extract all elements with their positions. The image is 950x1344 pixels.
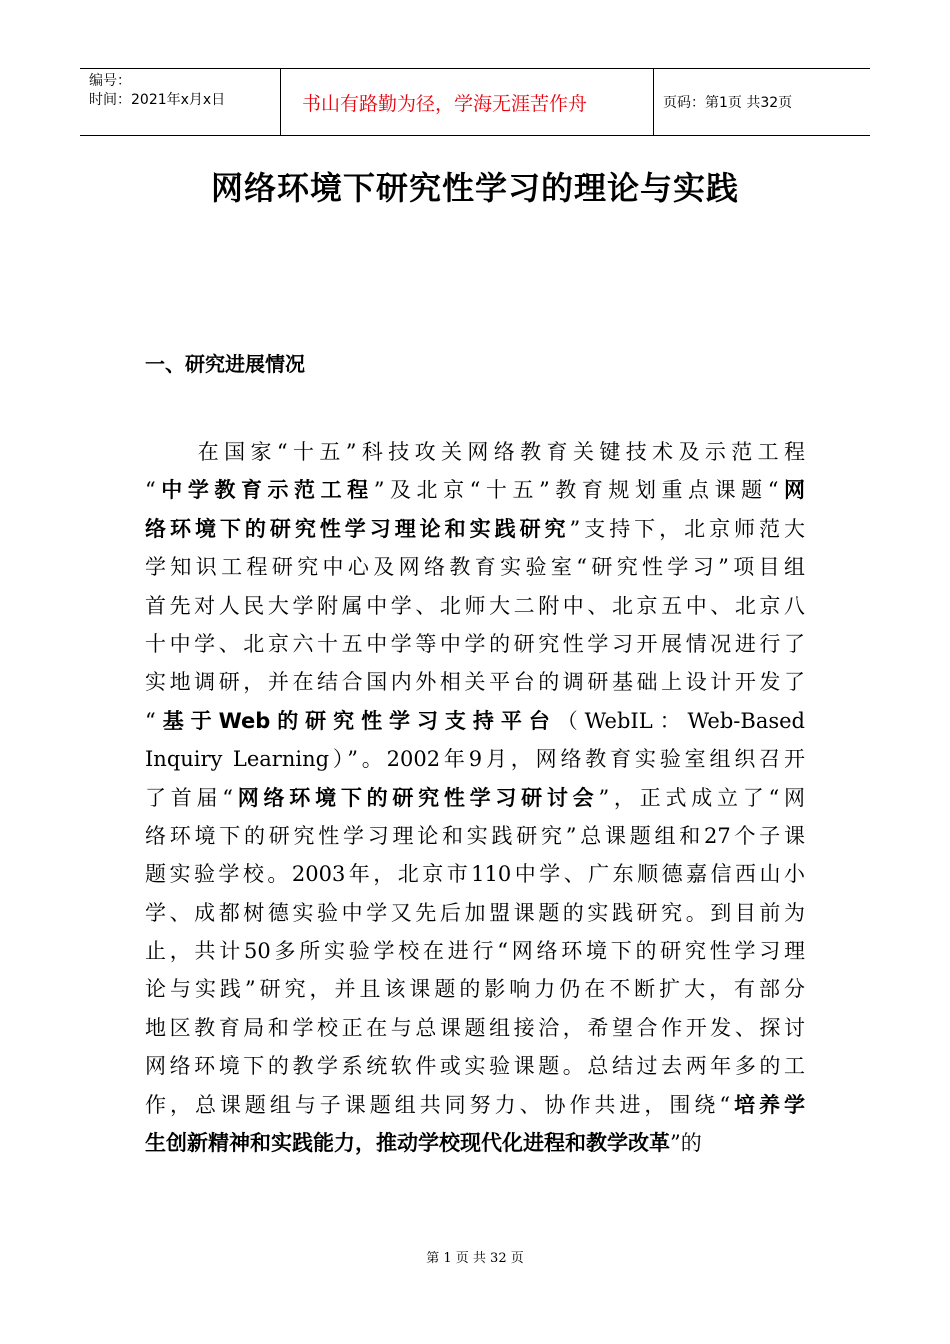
paragraph-line [145,894,805,932]
paragraph-line [145,1124,805,1162]
bold-text-run: 基于Web的研究性学习支持平台 [155,708,557,733]
bold-text-run: 网 [778,478,806,503]
text-run: ”，正式成立了“网 [598,785,805,810]
paragraph-line [145,1009,805,1047]
text-run: 十中学、北京六十五中学等中学的研究性学习开展情况进行了 [145,631,805,656]
bold-text-run: 络环境下的研究性学习理论和实践研究 [145,516,570,541]
header-motto-cell [281,69,654,135]
text-run: 学知识工程研究中心及网络教育实验室“研究性学习”项目组 [145,555,805,580]
paragraph-line [145,779,805,817]
paragraph-line [145,433,805,471]
paragraph-line [145,471,805,509]
text-run: “ [145,478,156,503]
text-run: ”支持下，北京师范大 [569,516,805,541]
text-run: ”及北京“十五”教育规划重点课题“ [373,478,779,503]
paragraph-line [145,1086,805,1124]
paragraph-line [145,510,805,548]
paragraph-line [145,663,805,701]
document-title: 网络环境下研究性学习的理论与实践 [210,169,739,207]
text-run: 络环境下的研究性学习理论和实践研究”总课题组和27个子课 [145,823,805,848]
bold-text-run: 中学教育示范工程 [155,478,374,503]
text-run: 网络环境下的教学系统软件或实验课题。总结过去两年多的工 [145,1054,805,1079]
text-run: 首先对人民大学附属中学、北师大二附中、北京五中、北京八 [145,593,805,618]
paragraph-line [145,587,805,625]
paragraph-line [145,625,805,663]
text-run: 学、成都树德实验中学又先后加盟课题的实践研究。到目前为 [145,900,805,925]
text-run: “ [145,708,156,733]
paragraph-line [145,548,805,586]
text-run: 作，总课题组与子课题组共同努力、协作共进，围绕“ [145,1092,731,1117]
text-run: Inquiry Learning）”。2002年9月，网络教育实验室组织召开 [145,747,805,772]
header-page-info: 页码：第1页 共32页 [663,95,793,111]
bold-text-run: 网络环境下的研究性学习研讨会 [233,785,599,810]
header-page-cell [654,69,870,135]
bold-text-run: 生创新精神和实践能力，推动学校现代化进程和教学改革 [145,1131,670,1156]
paragraph-line [145,1047,805,1085]
text-run: 了首届“ [145,785,234,810]
paragraph-line [145,932,805,970]
header-meta-cell [80,69,281,135]
text-run: 实地调研，并在结合国内外相关平台的调研基础上设计开发了 [145,670,805,695]
paragraph-line [145,855,805,893]
text-run: 止，共计50多所实验学校在进行“网络环境下的研究性学习理 [145,939,805,964]
text-run: 在国家“十五”科技攻关网络教育关键技术及示范工程 [145,440,805,464]
paragraph-line [145,817,805,855]
document-date: 时间：2021年x月x日 [89,92,226,108]
bold-text-run: 培养学 [730,1092,806,1117]
text-run: ”的 [670,1131,702,1156]
paragraph-line [145,740,805,778]
section-heading: 一、研究进展情况 [145,352,305,376]
page-footer: 第 1 页 共 32 页 [426,1251,524,1266]
text-run: （WebIL：Web-Based [556,708,805,733]
header-motto: 书山有路勤为径，学海无涯苦作舟 [302,92,588,115]
text-run: 地区教育局和学校正在与总课题组接洽，希望合作开发、探讨 [145,1015,805,1040]
paragraph-line [145,970,805,1008]
document-header [80,68,870,136]
text-run: 题实验学校。2003年，北京市110中学、广东顺德嘉信西山小 [145,862,805,887]
document-number-label: 编号： [89,73,131,89]
paragraph-line [145,702,805,740]
body-paragraph [145,433,805,1162]
text-run: 论与实践”研究，并且该课题的影响力仍在不断扩大，有部分 [145,977,805,1002]
